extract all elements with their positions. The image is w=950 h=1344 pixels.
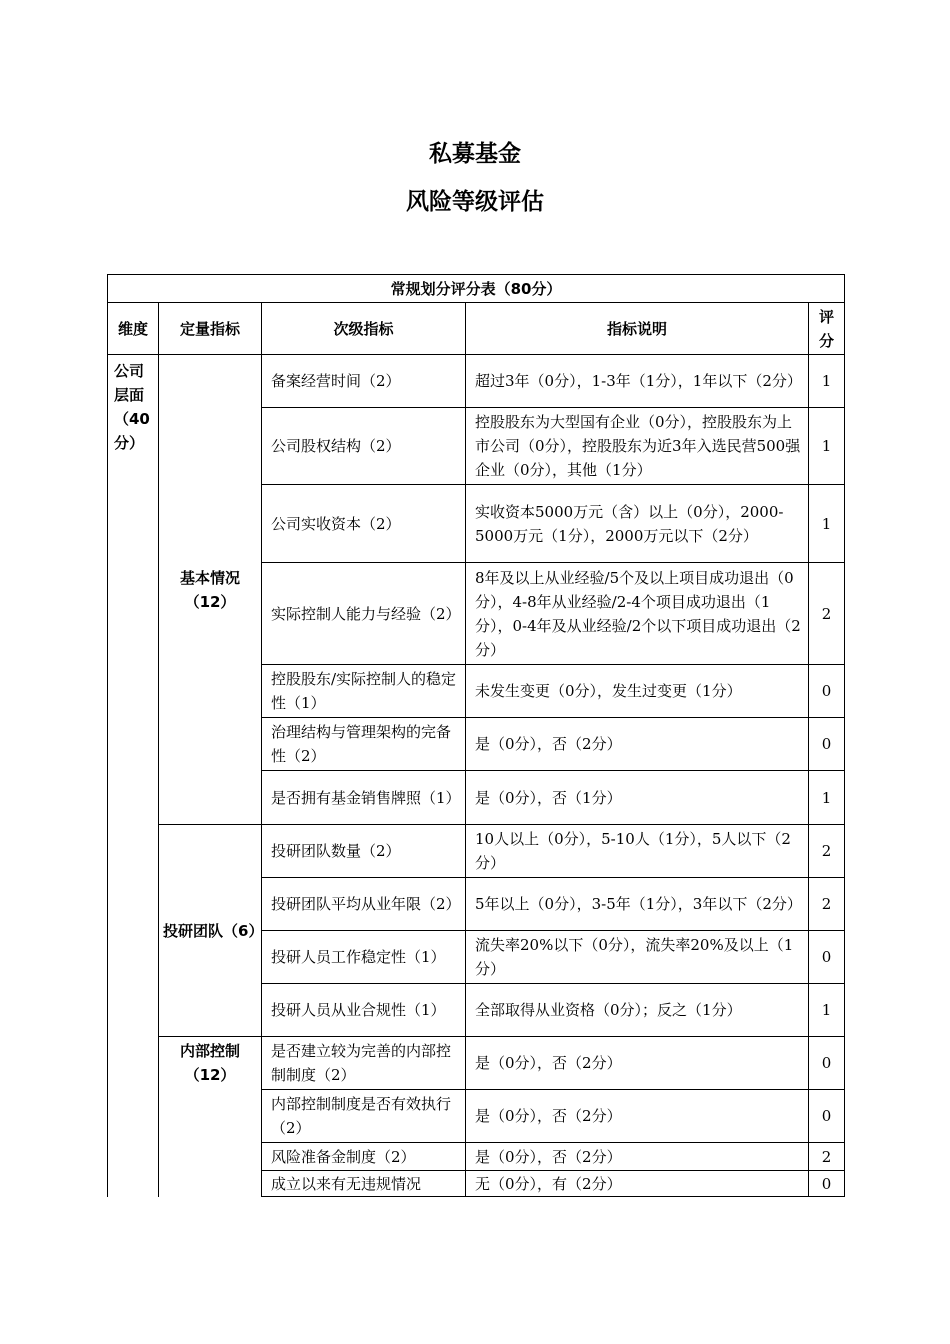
indicator-description: 未发生变更（0分），发生过变更（1分）: [466, 665, 809, 718]
score-value: 2: [809, 1143, 845, 1171]
table-row: [108, 1037, 845, 1090]
header-score: 评分: [809, 303, 845, 355]
indicator-description: 实收资本5000万元（含）以上（0分），2000-5000万元（1分），2000万元以下（2分）: [466, 485, 809, 563]
indicator-description: 10人以上（0分），5-10人（1分），5人以下（2分）: [466, 825, 809, 878]
sub-indicator: 实际控制人能力与经验（2）: [262, 563, 466, 665]
indicator-description: 无（0分），有（2分）: [466, 1171, 809, 1197]
sub-indicator: 备案经营时间（2）: [262, 355, 466, 408]
header-sub-indicator: 次级指标: [262, 303, 466, 355]
header-dimension: 维度: [108, 303, 159, 355]
indicator-description: 全部取得从业资格（0分）；反之（1分）: [466, 984, 809, 1037]
sub-indicator: 治理结构与管理架构的完备性（2）: [262, 718, 466, 771]
header-description: 指标说明: [466, 303, 809, 355]
indicator-description: 8年及以上从业经验/5个及以上项目成功退出（0分），4-8年从业经验/2-4个项目成功退出（1分），0-4年及从业经验/2个以下项目成功退出（2分）: [466, 563, 809, 665]
indicator-description: 是（0分），否（1分）: [466, 771, 809, 825]
score-value: 1: [809, 771, 845, 825]
indicator-description: 控股股东为大型国有企业（0分），控股股东为上市公司（0分），控股股东为近3年入选民营500强企业（0分），其他（1分）: [466, 408, 809, 485]
header-quant-indicator: 定量指标: [159, 303, 262, 355]
score-value: 1: [809, 485, 845, 563]
indicator-description: 是（0分），否（2分）: [466, 718, 809, 771]
score-value: 2: [809, 878, 845, 931]
score-value: 2: [809, 825, 845, 878]
sub-indicator: 控股股东/实际控制人的稳定性（1）: [262, 665, 466, 718]
sub-indicator: 投研团队平均从业年限（2）: [262, 878, 466, 931]
sub-indicator: 投研人员工作稳定性（1）: [262, 931, 466, 984]
score-value: 2: [809, 563, 845, 665]
score-value: 0: [809, 1171, 845, 1197]
sub-indicator: 投研人员从业合规性（1）: [262, 984, 466, 1037]
indicator-description: 是（0分），否（2分）: [466, 1037, 809, 1090]
score-value: 0: [809, 665, 845, 718]
score-value: 0: [809, 1037, 845, 1090]
table-caption: 常规划分评分表（80分）: [108, 275, 845, 303]
dimension-cell: 公司层面（40分）: [108, 355, 159, 1197]
score-value: 0: [809, 718, 845, 771]
table-row: [108, 355, 845, 408]
indicator-description: 超过3年（0分），1-3年（1分），1年以下（2分）: [466, 355, 809, 408]
sub-indicator: 风险准备金制度（2）: [262, 1143, 466, 1171]
indicator-description: 是（0分），否（2分）: [466, 1090, 809, 1143]
indicator-description: 5年以上（0分），3-5年（1分），3年以下（2分）: [466, 878, 809, 931]
document-subtitle: 风险等级评估: [406, 189, 544, 215]
document-title: 私募基金: [429, 141, 521, 167]
sub-indicator: 公司股权结构（2）: [262, 408, 466, 485]
quant-group-internal-control: 内部控制（12）: [159, 1037, 262, 1197]
sub-indicator: 内部控制制度是否有效执行（2）: [262, 1090, 466, 1143]
sub-indicator: 是否建立较为完善的内部控制制度（2）: [262, 1037, 466, 1090]
score-value: 0: [809, 1090, 845, 1143]
quant-group-research-team: 投研团队（6）: [159, 825, 262, 1037]
sub-indicator: 公司实收资本（2）: [262, 485, 466, 563]
sub-indicator: 是否拥有基金销售牌照（1）: [262, 771, 466, 825]
sub-indicator: 成立以来有无违规情况: [262, 1171, 466, 1197]
score-value: 1: [809, 984, 845, 1037]
table-row: [108, 825, 845, 878]
score-value: 1: [809, 408, 845, 485]
indicator-description: 流失率20%以下（0分），流失率20%及以上（1分）: [466, 931, 809, 984]
risk-score-table: [107, 274, 845, 1197]
sub-indicator: 投研团队数量（2）: [262, 825, 466, 878]
score-value: 1: [809, 355, 845, 408]
quant-group-basic: 基本情况（12）: [159, 355, 262, 825]
indicator-description: 是（0分），否（2分）: [466, 1143, 809, 1171]
score-value: 0: [809, 931, 845, 984]
